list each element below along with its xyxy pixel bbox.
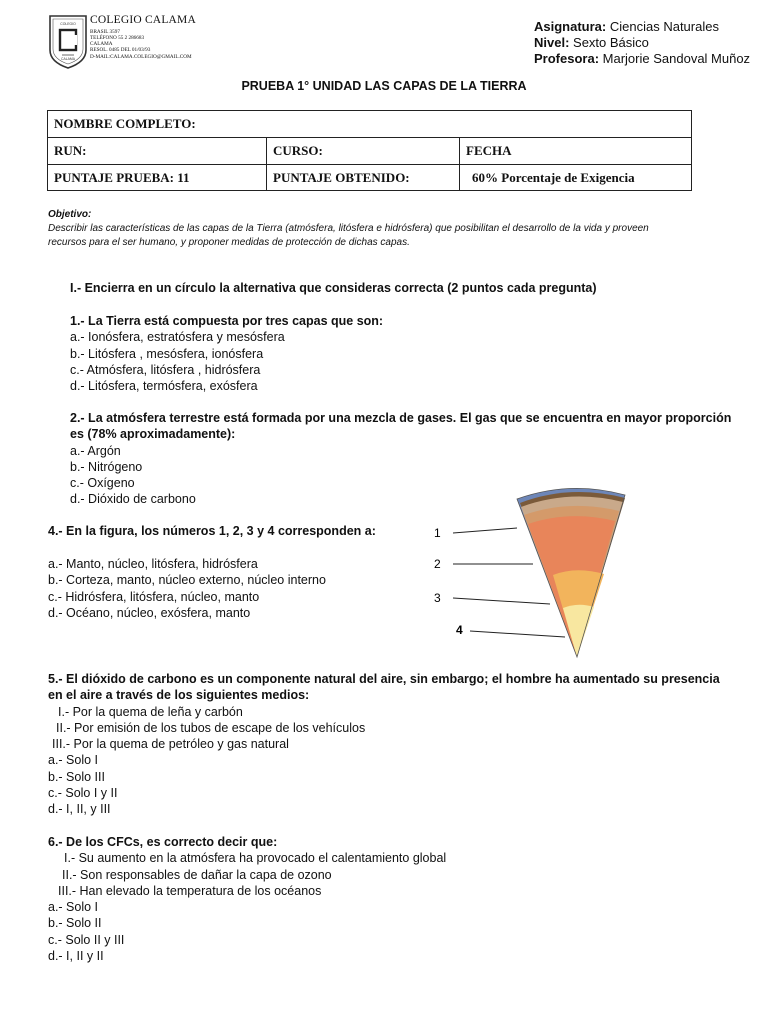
question-4-option-d[interactable]: d.- Océano, núcleo, exósfera, manto xyxy=(48,605,251,620)
logo-top-text: COLEGIO xyxy=(60,22,76,26)
objective-text xyxy=(48,222,728,250)
full-name-field[interactable]: NOMBRE COMPLETO: xyxy=(48,111,692,138)
school-line: BRASIL 3597 xyxy=(90,28,120,35)
school-name: COLEGIO CALAMA xyxy=(90,14,196,26)
question-2-option-c[interactable]: c.- Oxígeno xyxy=(70,476,135,491)
section-instruction: I.- Encierra en un círculo la alternativa que consideras correcta (2 puntos cada pregunta) xyxy=(70,281,597,295)
level-label: Nivel: xyxy=(534,35,570,50)
leader-line-4 xyxy=(470,631,565,637)
question-6-option-a[interactable]: a.- Solo I xyxy=(48,900,99,915)
school-address-lines xyxy=(90,29,196,60)
question-6 xyxy=(48,834,446,964)
subject-label: Asignatura: xyxy=(534,19,607,34)
diagram-label-4: 4 xyxy=(456,623,463,637)
question-1-option-c[interactable]: c.- Atmósfera, litósfera , hidrósfera xyxy=(70,362,261,377)
question-4-option-b[interactable]: b.- Corteza, manto, núcleo externo, núcleo interno xyxy=(48,573,326,588)
objective-label: Objetivo: xyxy=(48,209,92,220)
logo-bottom-text: CALAMA xyxy=(61,57,75,61)
objective-line: recursos para el ser humano, y proponer medidas de protección de dichas capas. xyxy=(48,237,410,248)
question-5-option-b[interactable]: b.- Solo III xyxy=(48,769,105,784)
question-4-options xyxy=(48,556,326,621)
question-1-option-a[interactable]: a.- Ionósfera, estratósfera y mesósfera xyxy=(70,330,285,345)
question-6-statement-2: II.- Son responsables de dañar la capa de ozono xyxy=(62,867,332,882)
score-obtained-field[interactable]: PUNTAJE OBTENIDO: xyxy=(267,165,460,191)
question-1-option-d[interactable]: d.- Litósfera, termósfera, exósfera xyxy=(70,379,258,394)
question-6-option-d[interactable]: d.- I, II y II xyxy=(48,949,104,964)
question-2-option-d[interactable]: d.- Dióxido de carbono xyxy=(70,492,196,507)
question-1-text: 1.- La Tierra está compuesta por tres capas que son: xyxy=(70,314,384,328)
teacher-row xyxy=(534,51,750,67)
level-row xyxy=(534,35,750,51)
level-value: Sexto Básico xyxy=(573,35,649,50)
leader-line-1 xyxy=(453,528,517,533)
diagram-label-3: 3 xyxy=(434,591,441,605)
diagram-label-2: 2 xyxy=(434,557,441,571)
question-4-option-c[interactable]: c.- Hidrósfera, litósfera, núcleo, manto xyxy=(48,589,260,604)
question-5-option-d[interactable]: d.- I, II, y III xyxy=(48,802,111,817)
student-info-table xyxy=(47,110,692,191)
question-5-option-c[interactable]: c.- Solo I y II xyxy=(48,786,118,801)
question-1 xyxy=(70,313,383,394)
requirement-cell: 60% Porcentaje de Exigencia xyxy=(460,165,692,191)
school-line: TELÉFONO 55 2 286683 xyxy=(90,34,145,41)
school-info xyxy=(90,15,196,60)
question-6-text: 6.- De los CFCs, es correcto decir que: xyxy=(48,835,278,849)
question-2-option-a[interactable]: a.- Argón xyxy=(70,443,121,458)
course-meta xyxy=(534,19,750,67)
score-test-cell: PUNTAJE PRUEBA: 11 xyxy=(48,165,267,191)
teacher-value: Marjorie Sandoval Muñoz xyxy=(602,51,751,66)
question-5-text: en el aire a través de los siguientes medios: xyxy=(48,688,310,703)
question-2-text: es (78% aproximadamente): xyxy=(70,427,236,442)
subject-row xyxy=(534,19,750,35)
question-5-statement-3: III.- Por la quema de petróleo y gas natural xyxy=(52,737,289,752)
question-5-option-a[interactable]: a.- Solo I xyxy=(48,753,99,768)
question-6-option-b[interactable]: b.- Solo II xyxy=(48,916,102,931)
exam-title: PRUEBA 1° UNIDAD LAS CAPAS DE LA TIERRA xyxy=(241,79,527,93)
question-4-option-a[interactable]: a.- Manto, núcleo, litósfera, hidrósfera xyxy=(48,557,258,571)
question-6-option-c[interactable]: c.- Solo II y III xyxy=(48,932,125,947)
teacher-label: Profesora: xyxy=(534,51,600,66)
objective-line: Describir las características de las capas de la Tierra (atmósfera, litósfera e hidrósfera) que posibilitan el desarrollo de la vida y proveen xyxy=(48,223,649,234)
question-2-text: 2.- La atmósfera terrestre está formada por una mezcla de gases. El gas que se encuentra en mayor proporción xyxy=(70,411,732,425)
school-line: CALAMA xyxy=(90,41,113,48)
earth-layers-diagram xyxy=(420,482,640,660)
diagram-label-1: 1 xyxy=(434,526,441,540)
question-6-statement-3: III.- Han elevado la temperatura de los océanos xyxy=(58,883,322,898)
school-logo-icon xyxy=(48,14,88,70)
date-field[interactable]: FECHA xyxy=(460,138,692,165)
school-line: RESOL. 0485 DEL 01/03/93 xyxy=(90,47,151,54)
question-5-statement-1: I.- Por la quema de leña y carbón xyxy=(58,704,243,719)
question-6-statement-1: I.- Su aumento en la atmósfera ha provocado el calentamiento global xyxy=(64,851,447,866)
question-4-text: 4.- En la figura, los números 1, 2, 3 y 4 corresponden a: xyxy=(48,524,376,538)
question-5-text: 5.- El dióxido de carbono es un componente natural del aire, sin embargo; el hombre ha aumentado su presencia xyxy=(48,672,720,686)
subject-value: Ciencias Naturales xyxy=(609,19,719,34)
run-field[interactable]: RUN: xyxy=(48,138,267,165)
school-line: D-MAIL:CALAMA.COLEGIO@GMAIL.COM xyxy=(90,53,192,60)
question-1-option-b[interactable]: b.- Litósfera , mesósfera, ionósfera xyxy=(70,346,264,361)
question-5 xyxy=(48,671,720,818)
leader-line-3 xyxy=(453,598,550,604)
question-2-option-b[interactable]: b.- Nitrógeno xyxy=(70,459,143,474)
question-5-statement-2: II.- Por emisión de los tubos de escape de los vehículos xyxy=(56,720,366,735)
course-field[interactable]: CURSO: xyxy=(267,138,460,165)
